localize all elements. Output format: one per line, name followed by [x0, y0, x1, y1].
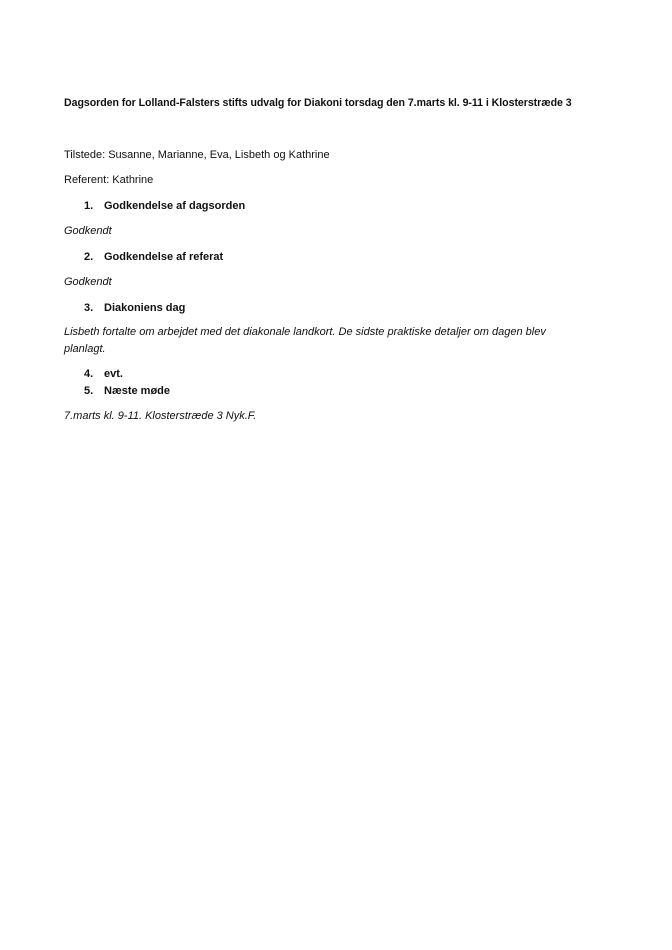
agenda-item-1	[84, 199, 245, 213]
agenda-item-3	[84, 301, 185, 315]
agenda-item-4	[84, 367, 123, 381]
agenda-item-3-note-line2: planlagt.	[64, 343, 106, 355]
agenda-item-1-note: Godkendt	[64, 225, 112, 237]
agenda-item-2-note: Godkendt	[64, 276, 112, 288]
attendees-line: Tilstede: Susanne, Marianne, Eva, Lisbeth og Kathrine	[64, 149, 330, 161]
document-title: Dagsorden for Lolland-Falsters stifts udvalg for Diakoni torsdag den 7.marts kl. 9-11 i Klosterstræde 3	[64, 97, 572, 109]
item-number: 3.	[84, 302, 94, 314]
agenda-item-5	[84, 384, 170, 398]
item-label: Godkendelse af dagsorden	[104, 200, 246, 212]
item-number: 1.	[84, 200, 94, 212]
agenda-item-5-note: 7.marts kl. 9-11. Klosterstræde 3 Nyk.F.	[64, 410, 257, 422]
item-number: 4.	[84, 368, 94, 380]
item-label: evt.	[104, 368, 123, 380]
item-number: 2.	[84, 251, 94, 263]
item-label: Diakoniens dag	[104, 302, 186, 314]
agenda-item-3-note-line1: Lisbeth fortalte om arbejdet med det diakonale landkort. De sidste praktiske detaljer om dagen blev	[64, 326, 546, 338]
referent-line: Referent: Kathrine	[64, 174, 154, 186]
agenda-item-2	[84, 250, 223, 264]
item-number: 5.	[84, 385, 94, 397]
item-label: Godkendelse af referat	[104, 251, 224, 263]
item-label: Næste møde	[104, 385, 171, 397]
